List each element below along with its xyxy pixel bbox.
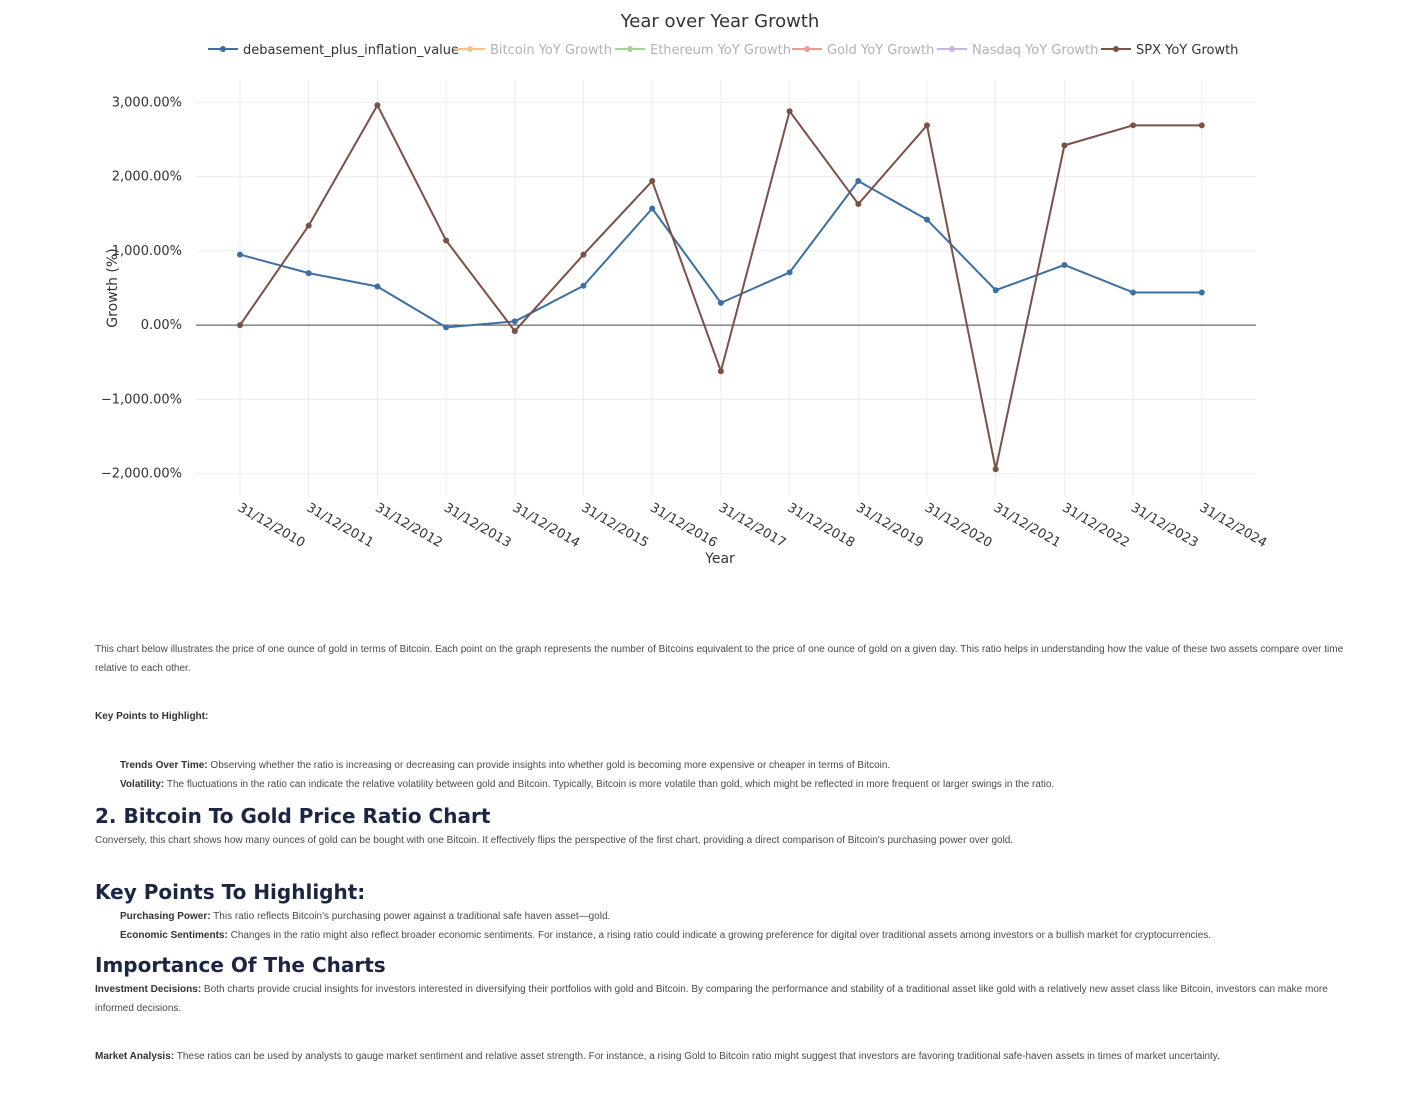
investment-item: Investment Decisions: Both charts provide crucial insights for investors interested in diversifying their portfolios with gold and Bitcoin. By comparing the performance and stability of a traditional asset like gold with a relatively new asset class like Bitcoin, investors can make more informed decisions. — [95, 984, 1328, 1014]
legend-swatch-marker — [804, 46, 810, 52]
x-tick-label: 31/12/2015 — [578, 500, 651, 551]
x-tick-label: 31/12/2014 — [509, 500, 583, 551]
y-tick-label: 2,000.00% — [111, 169, 182, 185]
data-point — [443, 324, 449, 330]
data-point — [718, 300, 724, 306]
importance-heading: Importance Of The Charts — [95, 953, 386, 977]
x-tick-label: 31/12/2017 — [715, 500, 789, 551]
y-tick-label: −2,000.00% — [100, 466, 182, 482]
x-tick-label: 31/12/2021 — [990, 500, 1064, 551]
data-point — [1130, 289, 1136, 295]
x-tick-label: 31/12/2023 — [1128, 500, 1201, 551]
x-tick-label: 31/12/2022 — [1059, 500, 1132, 551]
intro-paragraph: This chart below illustrates the price of one ounce of gold in terms of Bitcoin. Each point on the graph represents the number of Bitcoins equivalent to the price of one ounce of gold on a given day. This ratio helps in understanding how the value of these two assets compare over time relative to each other. — [95, 644, 1344, 674]
legend-swatch-marker — [1113, 46, 1119, 52]
legend-swatch-marker — [220, 46, 226, 52]
x-tick-label: 31/12/2012 — [372, 500, 445, 551]
legend-swatch-marker — [949, 46, 955, 52]
data-point — [855, 201, 861, 207]
data-point — [581, 283, 587, 289]
y-tick-label: 1,000.00% — [111, 243, 182, 259]
purchasing-item: Purchasing Power: This ratio reflects Bitcoin's purchasing power against a traditional safe haven asset—gold. — [120, 911, 611, 922]
data-point — [306, 270, 312, 276]
legend-swatch-marker — [627, 46, 633, 52]
legend-entry: SPX YoY Growth — [1136, 43, 1239, 58]
data-point — [1199, 289, 1205, 295]
legend-entry: Ethereum YoY Growth — [650, 43, 791, 58]
x-tick-label: 31/12/2024 — [1196, 500, 1270, 551]
x-tick-label: 31/12/2019 — [853, 500, 926, 551]
data-point — [1061, 142, 1067, 148]
x-tick-label: 31/12/2011 — [303, 500, 377, 551]
data-point — [1130, 122, 1136, 128]
data-point — [512, 318, 518, 324]
key-points-label: Key Points to Highlight: — [95, 711, 209, 722]
data-point — [718, 368, 724, 374]
data-point — [581, 252, 587, 258]
data-point — [924, 217, 930, 223]
legend-entry: debasement_plus_inflation_value — [243, 43, 460, 58]
data-point — [649, 206, 655, 212]
data-point — [649, 178, 655, 184]
data-point — [855, 178, 861, 184]
volatility-item: Volatility: The fluctuations in the ratio can indicate the relative volatility between gold and Bitcoin. Typically, Bitcoin is more volatile than gold, which might be reflected in more frequent or larger swings in the ratio. — [120, 779, 1055, 790]
economic-item: Economic Sentiments: Changes in the ratio might also reflect broader economic sentiments. For instance, a rising ratio could indicate a growing preference for digital over traditional assets among investors or a bullish market for cryptocurrencies. — [120, 930, 1212, 941]
y-tick-label: 0.00% — [140, 318, 182, 334]
y-tick-label: 3,000.00% — [111, 95, 182, 111]
key-points-heading: Key Points To Highlight: — [95, 880, 366, 904]
chart-title: Year over Year Growth — [620, 11, 820, 32]
data-point — [787, 108, 793, 114]
data-point — [306, 223, 312, 229]
market-item: Market Analysis: These ratios can be used by analysts to gauge market sentiment and relative asset strength. For instance, a rising Gold to Bitcoin ratio might suggest that investors are favoring traditional safe-haven assets in times of market uncertainty. — [95, 1051, 1220, 1062]
data-point — [924, 122, 930, 128]
data-point — [787, 269, 793, 275]
section2-paragraph: Conversely, this chart shows how many ounces of gold can be bought with one Bitcoin. It effectively flips the perspective of the first chart, providing a direct comparison of Bitcoin's purchasing power over gold. — [95, 835, 1014, 846]
x-axis-title: Year — [705, 551, 735, 567]
data-point — [443, 237, 449, 243]
x-tick-label: 31/12/2010 — [235, 500, 308, 551]
data-point — [993, 466, 999, 472]
data-point — [993, 287, 999, 293]
section2-heading: 2. Bitcoin To Gold Price Ratio Chart — [95, 804, 491, 828]
data-point — [237, 252, 243, 258]
x-tick-label: 31/12/2018 — [784, 500, 857, 551]
article-content — [95, 640, 1355, 1066]
data-point — [512, 328, 518, 334]
x-tick-label: 31/12/2013 — [441, 500, 514, 551]
data-point — [374, 284, 380, 290]
data-point — [1061, 262, 1067, 268]
x-tick-label: 31/12/2016 — [647, 500, 720, 551]
x-tick-label: 31/12/2020 — [922, 500, 995, 551]
data-point — [1199, 122, 1205, 128]
legend-swatch-marker — [467, 46, 473, 52]
legend-entry: Gold YoY Growth — [827, 43, 935, 58]
legend-entry: Nasdaq YoY Growth — [972, 43, 1099, 58]
data-point — [237, 322, 243, 328]
data-point — [374, 102, 380, 108]
trends-item: Trends Over Time: Observing whether the ratio is increasing or decreasing can provide insights into whether gold is becoming more expensive or cheaper in terms of Bitcoin. — [120, 760, 891, 771]
y-tick-label: −1,000.00% — [100, 392, 182, 408]
legend-entry: Bitcoin YoY Growth — [490, 43, 613, 58]
y-axis-title: Growth (%) — [105, 248, 121, 328]
